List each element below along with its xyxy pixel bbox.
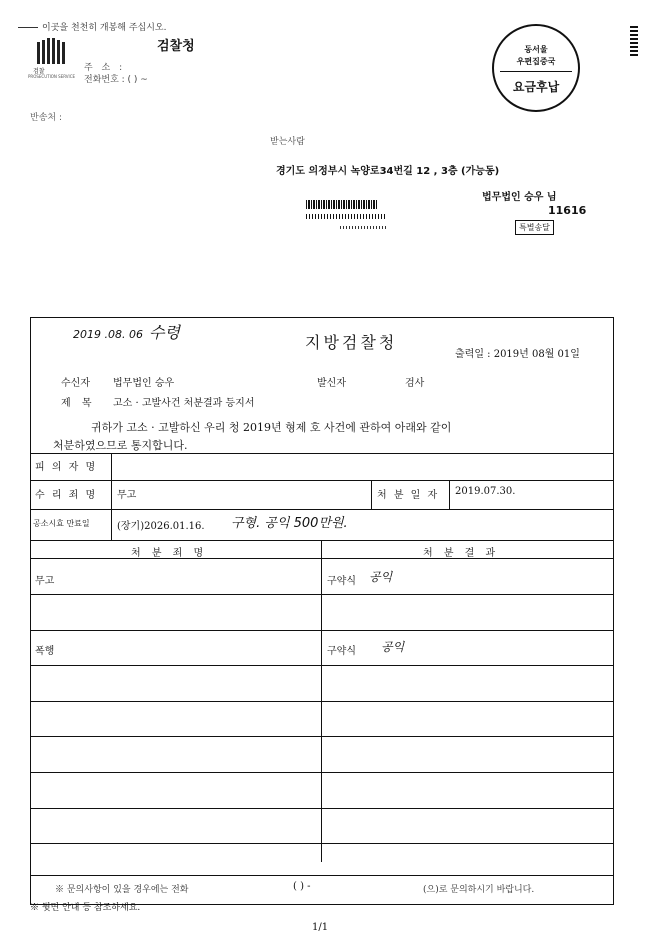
logo-subtext: PROSECUTION SERVICE bbox=[28, 74, 76, 79]
row-1-result-handwritten: 공익 bbox=[369, 570, 393, 584]
prosecution-logo-icon bbox=[34, 38, 68, 68]
col-header-result: 처 분 결 과 bbox=[423, 548, 500, 559]
sender-name: 검찰청 bbox=[157, 39, 195, 54]
recipient-address: 경기도 의정부시 녹양로34번길 12 , 3층 (가능동) bbox=[276, 166, 500, 177]
stamp-line-2: 우편집중국 bbox=[516, 57, 556, 66]
sender-phone-label: 전화번호 : ( ) ~ bbox=[84, 75, 148, 85]
stamp-line-3: 요금후납 bbox=[512, 80, 560, 94]
print-date: 출력일 : 2019년 08월 01일 bbox=[455, 349, 580, 360]
inquiry-phone-blank: ( ) - bbox=[293, 881, 311, 892]
row-2-result-handwritten: 공익 bbox=[381, 640, 405, 654]
to-label: 수신자 bbox=[61, 378, 90, 389]
opening-notice: 이곳을 천천히 개봉해 주십시오. bbox=[18, 20, 166, 33]
from-value: 검사 bbox=[405, 378, 425, 389]
limitation-label: 공소시효 만료일 bbox=[33, 519, 90, 528]
to-value: 법무법인 승우 bbox=[113, 378, 175, 389]
return-address-label: 반송처 : bbox=[30, 113, 62, 123]
logo-text: 검찰 bbox=[33, 68, 45, 75]
back-side-note: ※ 뒷면 안내 등 참조하세요. bbox=[30, 903, 141, 913]
disposition-date-value: 2019.07.30. bbox=[455, 486, 516, 497]
limitation-value: (장기)2026.01.16. bbox=[117, 521, 205, 532]
inquiry-text-left: ※ 문의사항이 있을 경우에는 전화 bbox=[55, 885, 189, 895]
mail-barcode-small bbox=[306, 214, 386, 219]
recipient-zip: 11616 bbox=[548, 204, 587, 217]
handwritten-date: 2019 .08. 06 bbox=[73, 328, 143, 341]
limitation-handwritten: 구형. 공익 500만원. bbox=[231, 516, 348, 531]
subject-value: 고소 · 고발사건 처분결과 등지서 bbox=[113, 398, 255, 409]
disposition-date-label: 처 분 일 자 bbox=[377, 490, 440, 501]
suspect-label: 피 의 자 명 bbox=[35, 462, 98, 473]
inquiry-text-right: (으)로 문의하시기 바랍니다. bbox=[423, 885, 535, 895]
subject-label: 제 목 bbox=[61, 398, 96, 409]
body-line-2: 처분하였으므로 통지합니다. bbox=[53, 439, 188, 452]
col-header-offense: 처 분 죄 명 bbox=[131, 548, 208, 559]
from-label: 발신자 bbox=[317, 378, 346, 389]
page-number: 1/1 bbox=[312, 922, 329, 933]
postage-stamp bbox=[492, 24, 580, 112]
body-line-1: 귀하가 고소 · 고발하신 우리 청 2019년 형제 호 사건에 관하여 아래와 같이 bbox=[91, 421, 452, 434]
row-2-result: 구약식 bbox=[327, 646, 356, 657]
row-1-offense: 무고 bbox=[35, 576, 55, 587]
stamp-line-1: 동서울 bbox=[524, 45, 548, 54]
form-title: 지방검찰청 bbox=[305, 333, 398, 352]
recipient-name: 법무법인 승우 님 bbox=[482, 192, 557, 203]
mail-barcode bbox=[306, 200, 378, 209]
notification-form bbox=[30, 317, 614, 905]
recipient-label: 받는사람 bbox=[270, 137, 305, 147]
sender-address-label: 주 소 : bbox=[84, 63, 126, 73]
charge-label: 수 리 죄 명 bbox=[35, 490, 98, 501]
side-barcode bbox=[630, 26, 638, 56]
charge-value: 무고 bbox=[117, 490, 137, 501]
mail-barcode-tiny bbox=[340, 226, 386, 229]
row-1-result: 구약식 bbox=[327, 576, 356, 587]
special-delivery-badge: 특별송달 bbox=[515, 220, 554, 235]
handwritten-signature: 수령 bbox=[149, 323, 180, 342]
row-2-offense: 폭행 bbox=[35, 646, 55, 657]
